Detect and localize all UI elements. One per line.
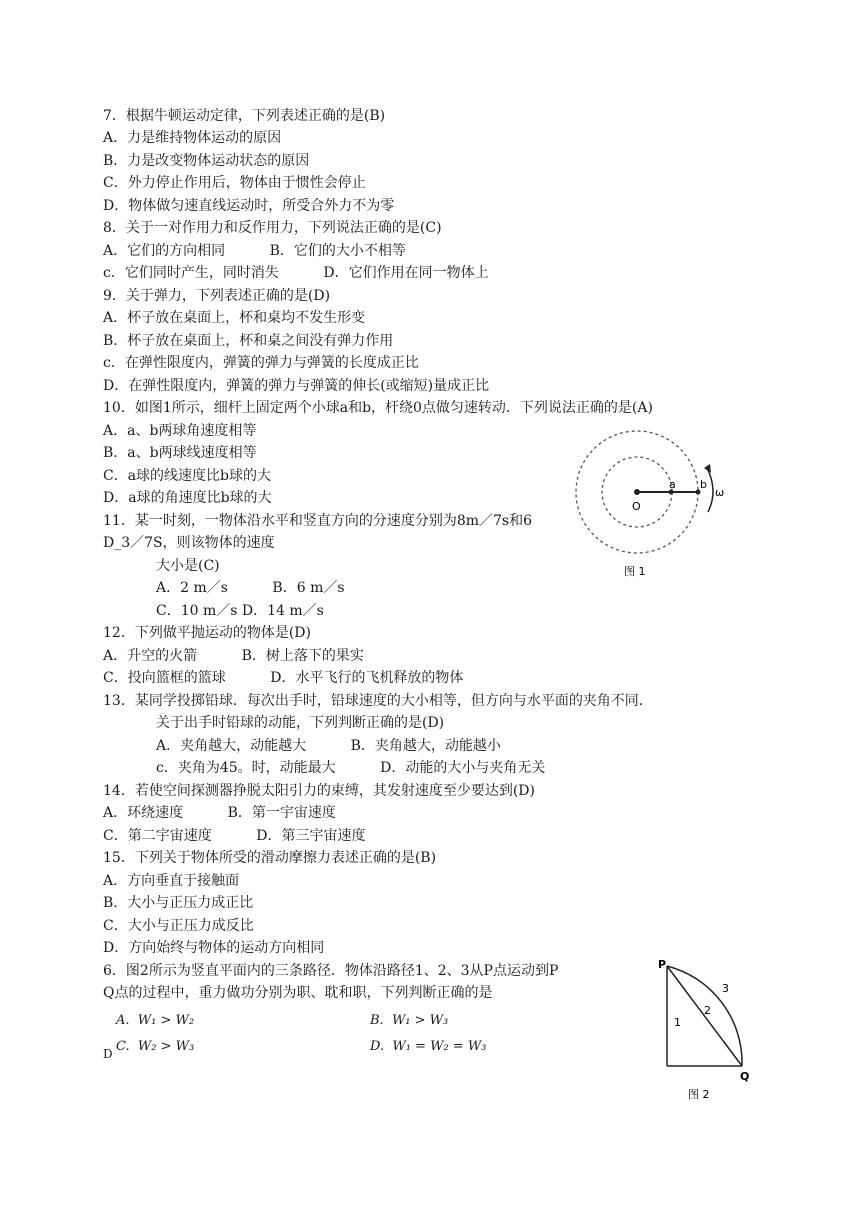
text-line: C．a球的线速度比b球的大 bbox=[103, 468, 272, 484]
q6-option-d: D. W₁ = W₂ = W₃ bbox=[370, 1039, 487, 1054]
text-line: C．外力停止作用后，物体由于惯性会停止 bbox=[103, 175, 366, 191]
text-line: 13．某同学投掷铅球．每次出手时，铅球速度的大小相等，但方向与水平面的夹角不同． bbox=[103, 693, 653, 709]
q6-option-a: A. W₁ > W₂ bbox=[116, 1013, 195, 1028]
text-line: A．方向垂直于接触面 bbox=[103, 873, 240, 889]
label-path-2: 2 bbox=[704, 1004, 711, 1017]
text-line: A．环绕速度 B．第一宇宙速度 bbox=[103, 805, 336, 821]
text-line: A．升空的火箭 B．树上落下的果实 bbox=[103, 648, 364, 664]
text-line: 8．关于一对作用力和反作用力，下列说法正确的是(C) bbox=[103, 220, 442, 236]
text-line: D．方向始终与物体的运动方向相同 bbox=[103, 940, 325, 956]
figure-1-caption: 图 1 bbox=[624, 565, 646, 578]
text-line: B．a、b两球线速度相等 bbox=[103, 445, 257, 461]
label-omega: ω bbox=[715, 486, 725, 499]
text-line: 10．如图1所示，细杆上固定两个小球a和b，杆绕0点做匀速转动．下列说法正确的是(A) bbox=[103, 400, 653, 416]
text-line: A．杯子放在桌面上，杯和桌均不发生形变 bbox=[103, 310, 366, 326]
text-line: B．杯子放在桌面上，杯和桌之间没有弹力作用 bbox=[103, 333, 394, 349]
pivot-o bbox=[634, 489, 640, 495]
rotation-arrow bbox=[708, 470, 713, 512]
text-line: 12．下列做平抛运动的物体是(D) bbox=[103, 625, 311, 641]
q6-answer: D bbox=[103, 1047, 113, 1061]
text-line: c．它们同时产生，同时消失 D．它们作用在同一物体上 bbox=[103, 265, 489, 281]
text-line: 7．根据牛顿运动定律，下列表述正确的是(B) bbox=[103, 108, 386, 124]
text-line: 大小是(C) bbox=[156, 558, 220, 574]
text-line: A．它们的方向相同 B．它们的大小不相等 bbox=[103, 243, 406, 259]
text-line: C．10 m／s D．14 m／s bbox=[156, 603, 324, 619]
text-line: c．夹角为45。时，动能最大 D．动能的大小与夹角无关 bbox=[156, 760, 546, 776]
text-line: 关于出手时铅球的动能，下列判断正确的是(D) bbox=[156, 715, 445, 731]
text-line: 14．若使空间探测器挣脱太阳引力的束缚，其发射速度至少要达到(D) bbox=[103, 783, 535, 799]
text-line: D．在弹性限度内，弹簧的弹力与弹簧的伸长(或缩短)量成正比 bbox=[103, 378, 490, 394]
text-line: A．2 m／s B．6 m／s bbox=[156, 580, 345, 596]
text-line: C．投向篮框的篮球 D．水平飞行的飞机释放的物体 bbox=[103, 670, 464, 686]
text-line: 11．某一时刻，一物体沿水平和竖直方向的分速度分别为8m／7s和6 bbox=[103, 513, 532, 529]
text-line: 15．下列关于物体所受的滑动摩擦力表述正确的是(B) bbox=[103, 850, 437, 866]
text-line: Q点的过程中，重力做功分别为职、耽和职，下列判断正确的是 bbox=[103, 985, 493, 1001]
text-line: B．大小与正压力成正比 bbox=[103, 895, 254, 911]
rotation-arrowhead bbox=[704, 464, 711, 473]
text-line: C．大小与正压力成反比 bbox=[103, 918, 254, 934]
text-line: C．第二宇宙速度 D．第三宇宙速度 bbox=[103, 828, 366, 844]
label-b: b bbox=[700, 478, 707, 491]
text-line: B．力是改变物体运动状态的原因 bbox=[103, 153, 310, 169]
label-a: a bbox=[669, 478, 676, 491]
label-p: P bbox=[658, 958, 667, 971]
text-line: D_3／7S，则该物体的速度 bbox=[103, 535, 275, 551]
text-line: D．a球的角速度比b球的大 bbox=[103, 490, 272, 506]
text-line: A．a、b两球角速度相等 bbox=[103, 423, 257, 439]
q6-option-b: B. W₁ > W₃ bbox=[370, 1013, 449, 1028]
figure-2-three-paths bbox=[650, 954, 770, 1104]
text-line: 6．图2所示为竖直平面内的三条路径．物体沿路径1、2、3从P点运动到P bbox=[103, 963, 559, 979]
figure-1-rotating-rod bbox=[570, 430, 740, 590]
text-line: D．物体做匀速直线运动时，所受合外力不为零 bbox=[103, 198, 395, 214]
text-line: A．夹角越大，动能越大 B．夹角越大，动能越小 bbox=[156, 738, 501, 754]
label-o: O bbox=[632, 500, 641, 513]
text-line: 9．关于弹力，下列表述正确的是(D) bbox=[103, 288, 331, 304]
label-q: Q bbox=[740, 1070, 750, 1083]
label-path-1: 1 bbox=[674, 1016, 681, 1029]
figure-2-caption: 图 2 bbox=[688, 1088, 710, 1101]
text-line: c．在弹性限度内，弹簧的弹力与弹簧的长度成正比 bbox=[103, 355, 419, 371]
label-path-3: 3 bbox=[722, 982, 729, 995]
q6-option-c: C. W₂ > W₃ bbox=[116, 1039, 195, 1054]
text-line: A．力是维持物体运动的原因 bbox=[103, 130, 282, 146]
